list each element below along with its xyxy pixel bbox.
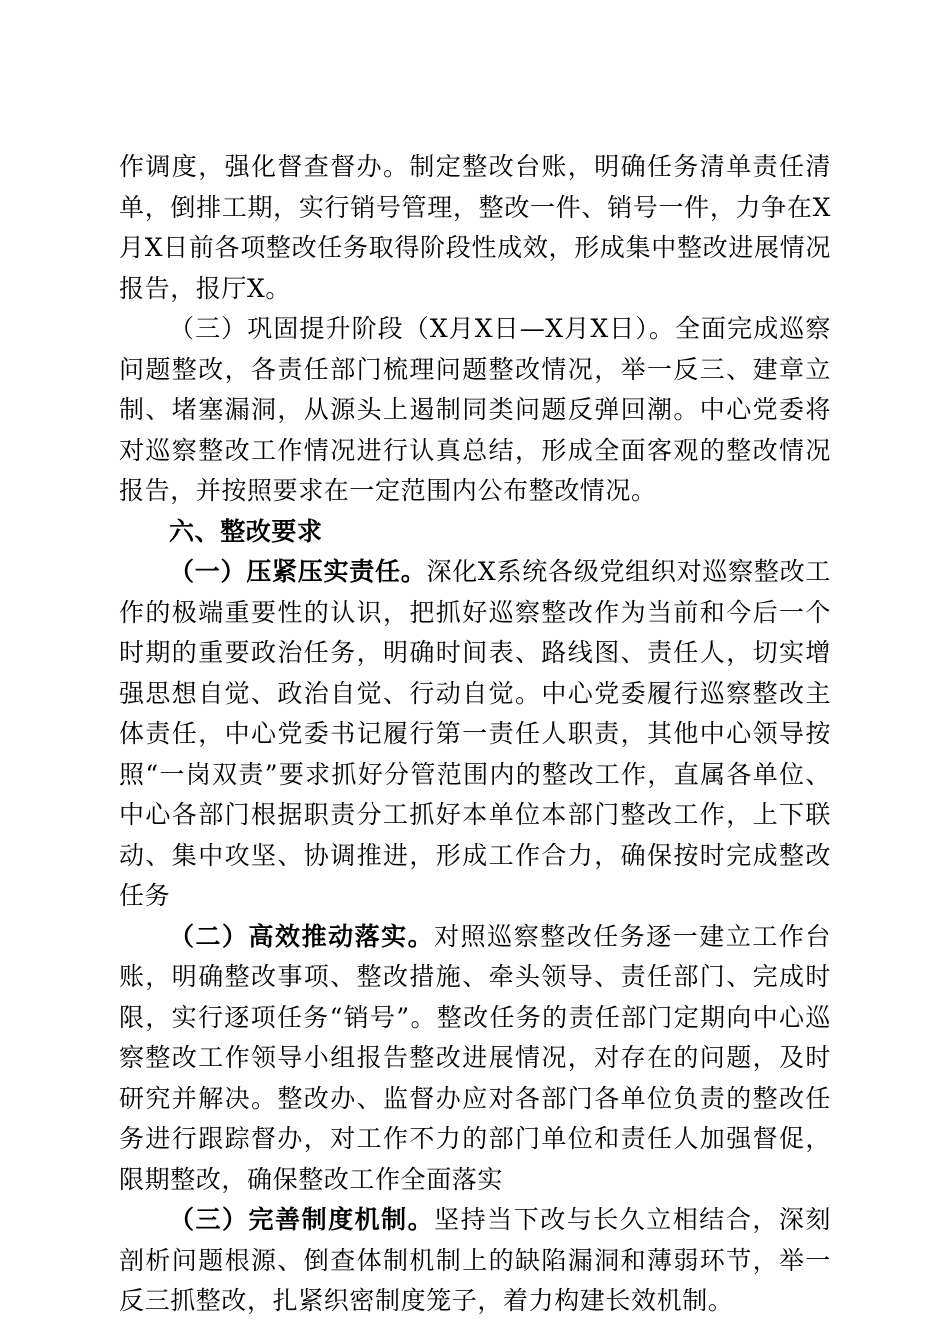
paragraph-text: 全面完成巡察问题整改，各责任部门梳理问题整改情况，举一反三、建章立制、堵塞漏洞，从源头上遏制同类问题反弹回潮。中心党委将对巡察整改工作情况进行认真总结，形成全面客观的整改情况报告，并按照要求在一定范围内公布整改情况。 bbox=[119, 314, 831, 505]
requirement-responsibility bbox=[119, 552, 831, 917]
document-body bbox=[119, 147, 831, 1322]
requirement-text: 对照巡察整改任务逐一建立工作台账，明确整改事项、整改措施、牵头领导、责任部门、完成时限，实行逐项任务“销号”。整改任务的责任部门定期向中心巡察整改工作领导小组报告整改进展情况，对存在的问题，及时研究并解决。整改办、监督办应对各部门各单位负责的整改任务进行跟踪督办，对工作不力的部门单位和责任人加强督促，限期整改，确保整改工作全面落实 bbox=[119, 921, 831, 1194]
requirement-implementation bbox=[119, 917, 831, 1201]
requirement-lead: （二）高效推动落实。 bbox=[169, 921, 435, 951]
paragraph-lead: （三）巩固提升阶段（X月X日—X月X日）。 bbox=[169, 314, 675, 343]
section-heading: 六、整改要求 bbox=[169, 516, 323, 546]
requirement-text: 深化X系统各级党组织对巡察整改工作的极端重要性的认识，把抓好巡察整改作为当前和今后一个时期的重要政治任务，明确时间表、路线图、责任人，切实增强思想自觉、政治自觉、行动自觉。中心党委履行巡察整改主体责任，中心党委书记履行第一责任人职责，其他中心领导按照“一岗双责”要求抓好分管范围内的整改工作，直属各单位、中心各部门根据职责分工抓好本单位本部门整改工作，上下联动、集中攻坚、协调推进，形成工作合力，确保按时完成整改任务 bbox=[119, 557, 831, 910]
requirement-text: 坚持当下改与长久立相结合，深刻剖析问题根源、倒查体制机制上的缺陷漏洞和薄弱环节，举一反三抓整改，扎紧织密制度笼子，着力构建长效机制。 bbox=[119, 1205, 831, 1315]
requirement-lead: （一）压紧压实责任。 bbox=[169, 557, 427, 586]
paragraph-text: 作调度，强化督查督办。制定整改台账，明确任务清单责任清单，倒排工期，实行销号管理，整改一件、销号一件，力争在X月X日前各项整改任务取得阶段性成效，形成集中整改进展情况报告，报厅X。 bbox=[119, 152, 831, 303]
paragraph-consolidation-stage bbox=[119, 309, 831, 512]
requirement-mechanism bbox=[119, 1200, 831, 1322]
paragraph-task-scheduling bbox=[119, 147, 831, 309]
requirement-lead: （三）完善制度机制。 bbox=[169, 1205, 435, 1234]
